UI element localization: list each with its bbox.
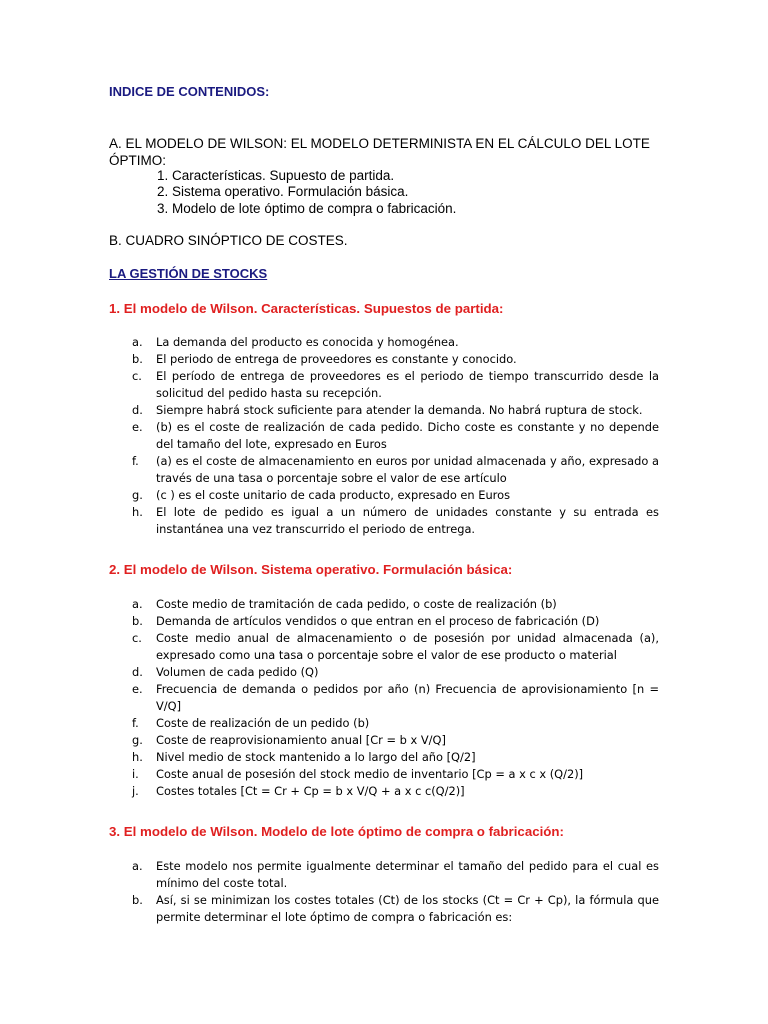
section-3-heading: 3. El modelo de Wilson. Modelo de lote óptimo de compra o fabricación: <box>109 824 564 839</box>
list-item: a. La demanda del producto es conocida y homogénea. <box>132 335 459 349</box>
list-item: e. (b) es el coste de realización de cada pedido. Dicho coste es constante y no depende del tamaño del lote, expresado en Euros <box>132 420 659 451</box>
list-item: g. (c ) es el coste unitario de cada producto, expresado en Euros <box>132 488 511 502</box>
section-1-list <box>109 334 659 538</box>
list-item: b. Así, si se minimizan los costes totales (Ct) de los stocks (Ct = Cr + Cp), la fórmula que permite determinar el lote óptimo de compra o fabricación es: <box>132 893 659 924</box>
list-item: a. Coste medio de tramitación de cada pedido, o coste de realización (b) <box>132 597 557 611</box>
list-item: j. Costes totales [Ct = Cr + Cp = b x V/Q + a x c c(Q/2)] <box>132 784 465 798</box>
main-heading: LA GESTIÓN DE STOCKS <box>109 266 268 281</box>
section-2-list <box>109 596 659 800</box>
toc-item-b: B. CUADRO SINÓPTICO DE COSTES. <box>109 233 348 248</box>
toc-subitem-2: 2. Sistema operativo. Formulación básica. <box>157 184 409 199</box>
toc-subitem-3: 3. Modelo de lote óptimo de compra o fabricación. <box>157 201 457 216</box>
list-item: f. Coste de realización de un pedido (b) <box>132 716 370 730</box>
list-item: h. El lote de pedido es igual a un número de unidades constante y su entrada es instantánea una vez transcurrido el periodo de entrega. <box>132 505 659 536</box>
section-3-list <box>109 858 659 926</box>
list-item: a. Este modelo nos permite igualmente determinar el tamaño del pedido para el cual es mínimo del coste total. <box>132 859 659 890</box>
list-item: i. Coste anual de posesión del stock medio de inventario [Cp = a x c x (Q/2)] <box>132 767 584 781</box>
toc-item-a: A. EL MODELO DE WILSON: EL MODELO DETERMINISTA EN EL CÁLCULO DEL LOTE ÓPTIMO: <box>109 136 650 168</box>
list-item: c. Coste medio anual de almacenamiento o de posesión por unidad almacenada (a), expresado como una tasa o porcentaje sobre el valor de ese producto o material <box>132 631 659 662</box>
list-item: h. Nivel medio de stock mantenido a lo largo del año [Q/2] <box>132 750 476 764</box>
section-1-heading: 1. El modelo de Wilson. Características. Supuestos de partida: <box>109 301 504 316</box>
list-item: d. Volumen de cada pedido (Q) <box>132 665 319 679</box>
list-item: c. El período de entrega de proveedores es el periodo de tiempo transcurrido desde la solicitud del pedido hasta su recepción. <box>132 369 659 400</box>
toc-subitem-1: 1. Características. Supuesto de partida. <box>157 168 395 183</box>
list-item: g. Coste de reaprovisionamiento anual [Cr = b x V/Q] <box>132 733 446 747</box>
list-item: b. El periodo de entrega de proveedores es constante y conocido. <box>132 352 517 366</box>
list-item: e. Frecuencia de demanda o pedidos por año (n) Frecuencia de aprovisionamiento [n = V/Q] <box>132 682 659 713</box>
list-item: d. Siempre habrá stock suficiente para atender la demanda. No habrá ruptura de stock. <box>132 403 643 417</box>
list-item: f. (a) es el coste de almacenamiento en euros por unidad almacenada y año, expresado a través de una tasa o porcentaje sobre el valor de ese artículo <box>132 454 659 485</box>
toc-heading: INDICE DE CONTENIDOS: <box>109 84 270 99</box>
section-2-heading: 2. El modelo de Wilson. Sistema operativo. Formulación básica: <box>109 562 513 577</box>
list-item: b. Demanda de artículos vendidos o que entran en el proceso de fabricación (D) <box>132 614 600 628</box>
